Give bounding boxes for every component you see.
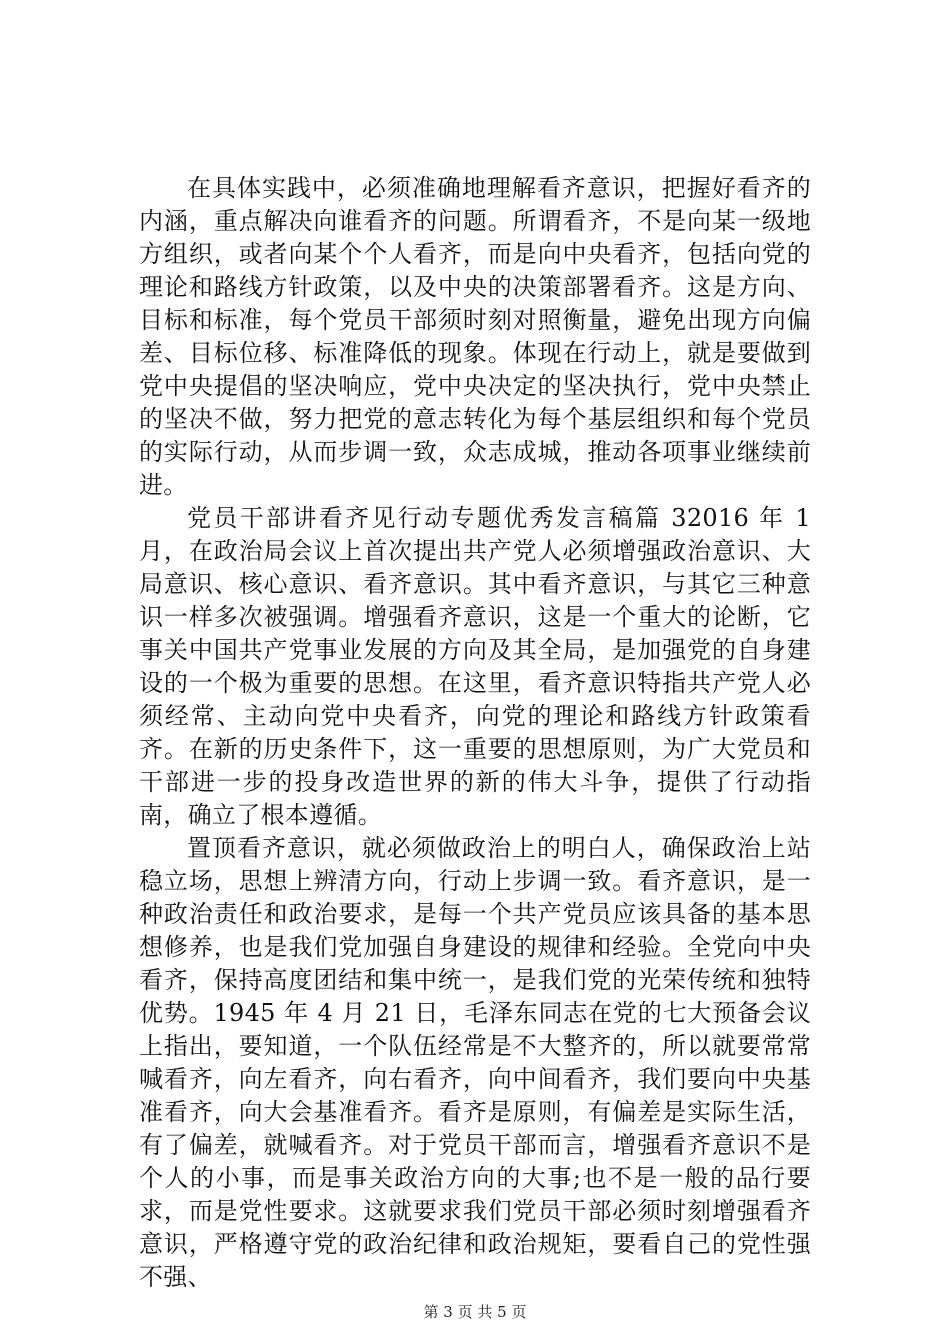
paragraph-1: 在具体实践中，必须准确地理解看齐意识，把握好看齐的内涵，重点解决向谁看齐的问题。所谓看齐，不是向某一级地方组织，或者向某个个人看齐，而是向中央看齐，包括向党的理论和路线方针政策，以及中央的决策部署看齐。这是方向、目标和标准，每个党员干部须时刻对照衡量，避免出现方向偏差、目标位移、标准降低的现象。体现在行动上，就是要做到党中央提倡的坚决响应，党中央决定的坚决执行，党中央禁止的坚决不做，努力把党的意志转化为每个基层组织和每个党员的实际行动，从而步调一致，众志成城，推动各项事业继续前进。 [139, 174, 811, 499]
paragraph-3: 置顶看齐意识，就必须做政治上的明白人，确保政治上站稳立场，思想上辨清方向，行动上步调一致。看齐意识，是一种政治责任和政治要求，是每一个共产党员应该具备的基本思想修养，也是我们党加强自身建设的规律和经验。全党向中央看齐，保持高度团结和集中统一，是我们党的光荣传统和独特优势。1945 年 4 月 21 日，毛泽东同志在党的七大预备会议上指出，要知道，一个队伍经常是不大整齐的，所以就要常常喊看齐，向左看齐，向右看齐，向中间看齐，我们要向中央基准看齐，向大会基准看齐。看齐是原则，有偏差是实际生活，有了偏差，就喊看齐。对于党员干部而言，增强看齐意识不是个人的小事，而是事关政治方向的大事;也不是一般的品行要求，而是党性要求。这就要求我们党员干部必须时刻增强看齐意识，严格遵守党的政治纪律和政治规矩，要看自己的党性强不强、 [139, 834, 811, 1291]
page-number-footer: 第 3 页 共 5 页 [423, 1303, 527, 1321]
document-body [139, 172, 811, 1294]
paragraph-2: 党员干部讲看齐见行动专题优秀发言稿篇 32016 年 1 月，在政治局会议上首次提出共产党人必须增强政治意识、大局意识、核心意识、看齐意识。其中看齐意识，与其它三种意识一样多次被强调。增强看齐意识，这是一个重大的论断，它事关中国共产党事业发展的方向及其全局，是加强党的自身建设的一个极为重要的思想。在这里，看齐意识特指共产党人必须经常、主动向党中央看齐，向党的理论和路线方针政策看齐。在新的历史条件下，这一重要的思想原则，为广大党员和干部进一步的投身改造世界的新的伟大斗争，提供了行动指南，确立了根本遵循。 [139, 504, 811, 829]
